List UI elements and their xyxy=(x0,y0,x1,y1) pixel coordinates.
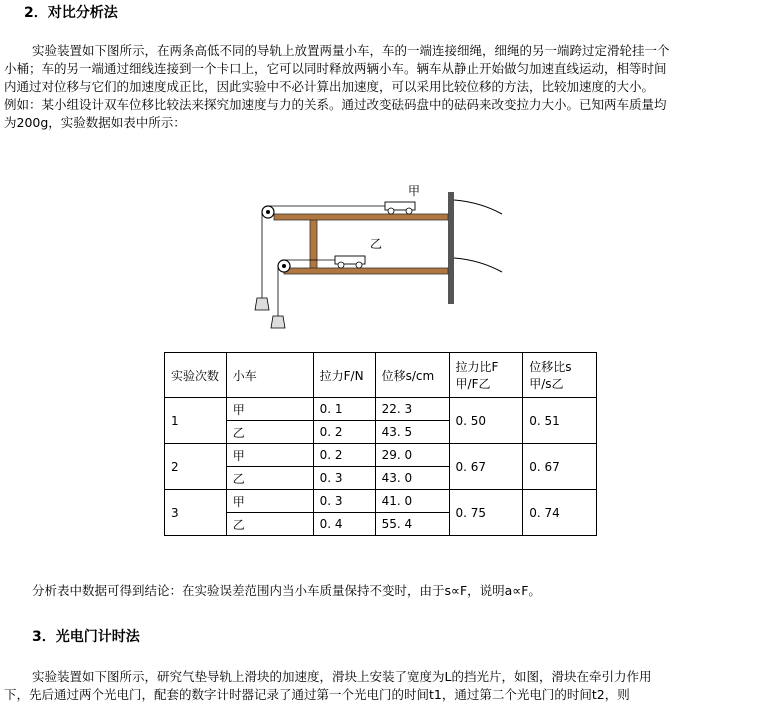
cell-cart: 乙 xyxy=(226,421,313,444)
cell-force: 0. 3 xyxy=(313,490,375,513)
cell-force-ratio: 0. 75 xyxy=(449,490,523,536)
header-force-ratio: 拉力比F甲/F乙 xyxy=(449,353,523,398)
two-cart-apparatus-diagram xyxy=(240,182,520,332)
cell-displacement: 29. 0 xyxy=(375,444,449,467)
section-3-paragraph xyxy=(4,668,766,704)
cell-displacement: 41. 0 xyxy=(375,490,449,513)
cell-force: 0. 2 xyxy=(313,421,375,444)
section-2-heading: 2．对比分析法 xyxy=(24,5,118,21)
cell-displacement: 43. 5 xyxy=(375,421,449,444)
paragraph-line: 内通过对位移与它们的加速度成正比，因此实验中不必计算出加速度，可以采用比较位移的方法，比较加速度的大小。 xyxy=(4,79,655,94)
experiment-data-table xyxy=(164,352,597,536)
upper-weight-bucket xyxy=(255,294,269,310)
section-2-paragraph-1 xyxy=(4,42,766,132)
table-header-row xyxy=(165,353,597,398)
cell-displacement-ratio: 0. 51 xyxy=(523,398,597,444)
table-row xyxy=(165,398,597,421)
header-displacement: 位移s/cm xyxy=(375,353,449,398)
header-cart: 小车 xyxy=(226,353,313,398)
cell-force: 0. 3 xyxy=(313,467,375,490)
string-curve-top xyxy=(454,200,502,214)
cell-cart: 甲 xyxy=(226,444,313,467)
conclusion-text: 分析表中数据可得到结论：在实验误差范围内当小车质量保持不变时，由于s∝F，说明a∝F。 xyxy=(32,583,541,598)
label-jia: 甲 xyxy=(408,184,421,198)
cell-displacement: 43. 0 xyxy=(375,467,449,490)
cell-force: 0. 1 xyxy=(313,398,375,421)
cell-force-ratio: 0. 50 xyxy=(449,398,523,444)
cell-cart: 甲 xyxy=(226,398,313,421)
cell-force-ratio: 0. 67 xyxy=(449,444,523,490)
cell-trial: 1 xyxy=(165,398,227,444)
table-row xyxy=(165,490,597,513)
header-displacement-ratio: 位移比s甲/s乙 xyxy=(523,353,597,398)
cell-cart: 乙 xyxy=(226,467,313,490)
table-row xyxy=(165,444,597,467)
lower-weight-bucket xyxy=(271,312,285,328)
cell-trial: 3 xyxy=(165,490,227,536)
cell-trial: 2 xyxy=(165,444,227,490)
cart-yi xyxy=(335,256,365,268)
header-trial: 实验次数 xyxy=(165,353,227,398)
cell-displacement: 22. 3 xyxy=(375,398,449,421)
track-support xyxy=(310,220,317,268)
wall xyxy=(448,192,454,304)
cell-cart: 乙 xyxy=(226,513,313,536)
string-curve-bottom xyxy=(454,258,502,272)
lower-track xyxy=(284,268,448,274)
paragraph-line: 例如：某小组设计双车位移比较法来探究加速度与力的关系。通过改变砝码盘中的砝码来改变拉力大小。已知两车质量均 xyxy=(4,97,667,112)
upper-track xyxy=(274,214,448,220)
paragraph-line: 小桶；车的另一端通过细线连接到一个卡口上，它可以同时释放两辆小车。辆车从静止开始做匀加速直线运动，相等时间 xyxy=(4,61,667,76)
cell-displacement: 55. 4 xyxy=(375,513,449,536)
paragraph-line: 为200g，实验数据如表中所示： xyxy=(4,115,186,130)
section-3-heading: 3．光电门计时法 xyxy=(32,629,140,645)
paragraph-line: 实验装置如下图所示，研究气垫导轨上滑块的加速度，滑块上安装了宽度为L的挡光片，如图，滑块在牵引力作用 xyxy=(32,669,652,684)
cart-jia xyxy=(385,202,415,214)
paragraph-line: 实验装置如下图所示，在两条高低不同的导轨上放置两量小车，车的一端连接细绳，细绳的另一端跨过定滑轮挂一个 xyxy=(32,43,670,58)
label-yi: 乙 xyxy=(370,237,383,251)
cell-force: 0. 4 xyxy=(313,513,375,536)
cell-displacement-ratio: 0. 67 xyxy=(523,444,597,490)
cell-force: 0. 2 xyxy=(313,444,375,467)
cell-cart: 甲 xyxy=(226,490,313,513)
header-force: 拉力F/N xyxy=(313,353,375,398)
cell-displacement-ratio: 0. 74 xyxy=(523,490,597,536)
paragraph-line: 下，先后通过两个光电门，配套的数字计时器记录了通过第一个光电门的时间t1，通过第二个光电门的时间t2，则 xyxy=(4,687,630,702)
